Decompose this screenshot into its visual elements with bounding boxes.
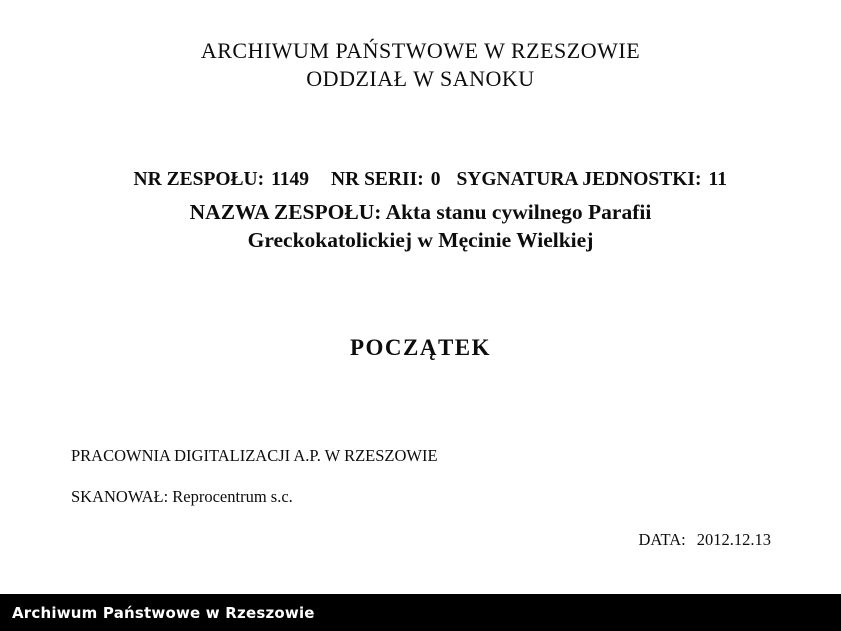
- unit-signature-group: [456, 169, 727, 191]
- scan-date-label: DATA:: [638, 530, 686, 549]
- fonds-name-line2: Greckokatolickiej w Męcinie Wielkiej: [247, 228, 594, 252]
- series-number-group: [331, 169, 440, 191]
- scan-date-line: [622, 510, 771, 570]
- fonds-name: [0, 198, 841, 254]
- fonds-number-value: 1149: [271, 169, 310, 190]
- fonds-name-line1: NAZWA ZESPOŁU: Akta stanu cywilnego Parafii: [189, 200, 652, 224]
- unit-signature-value: 11: [708, 169, 727, 190]
- fonds-number-group: [134, 169, 310, 191]
- scanner-line: SKANOWAŁ: Reprocentrum s.c.: [71, 487, 293, 506]
- archive-title-line1: ARCHIWUM PAŃSTWOWE W RZESZOWIE: [200, 38, 641, 63]
- footer-bar: [0, 594, 841, 631]
- section-marker: POCZĄTEK: [349, 335, 492, 360]
- archive-title: [0, 37, 841, 93]
- archive-title-line2: ODDZIAŁ W SANOKU: [306, 66, 535, 91]
- scan-date-value: 2012.12.13: [696, 530, 771, 549]
- footer-archive-label: Archiwum Państwowe w Rzeszowie: [12, 603, 315, 622]
- unit-signature-label: SYGNATURA JEDNOSTKI:: [456, 169, 702, 190]
- fonds-number-label: NR ZESPOŁU:: [133, 169, 265, 190]
- series-number-value: 0: [430, 169, 441, 190]
- digitization-lab-line: PRACOWNIA DIGITALIZACJI A.P. W RZESZOWIE: [71, 446, 438, 465]
- series-number-label: NR SERII:: [331, 169, 424, 190]
